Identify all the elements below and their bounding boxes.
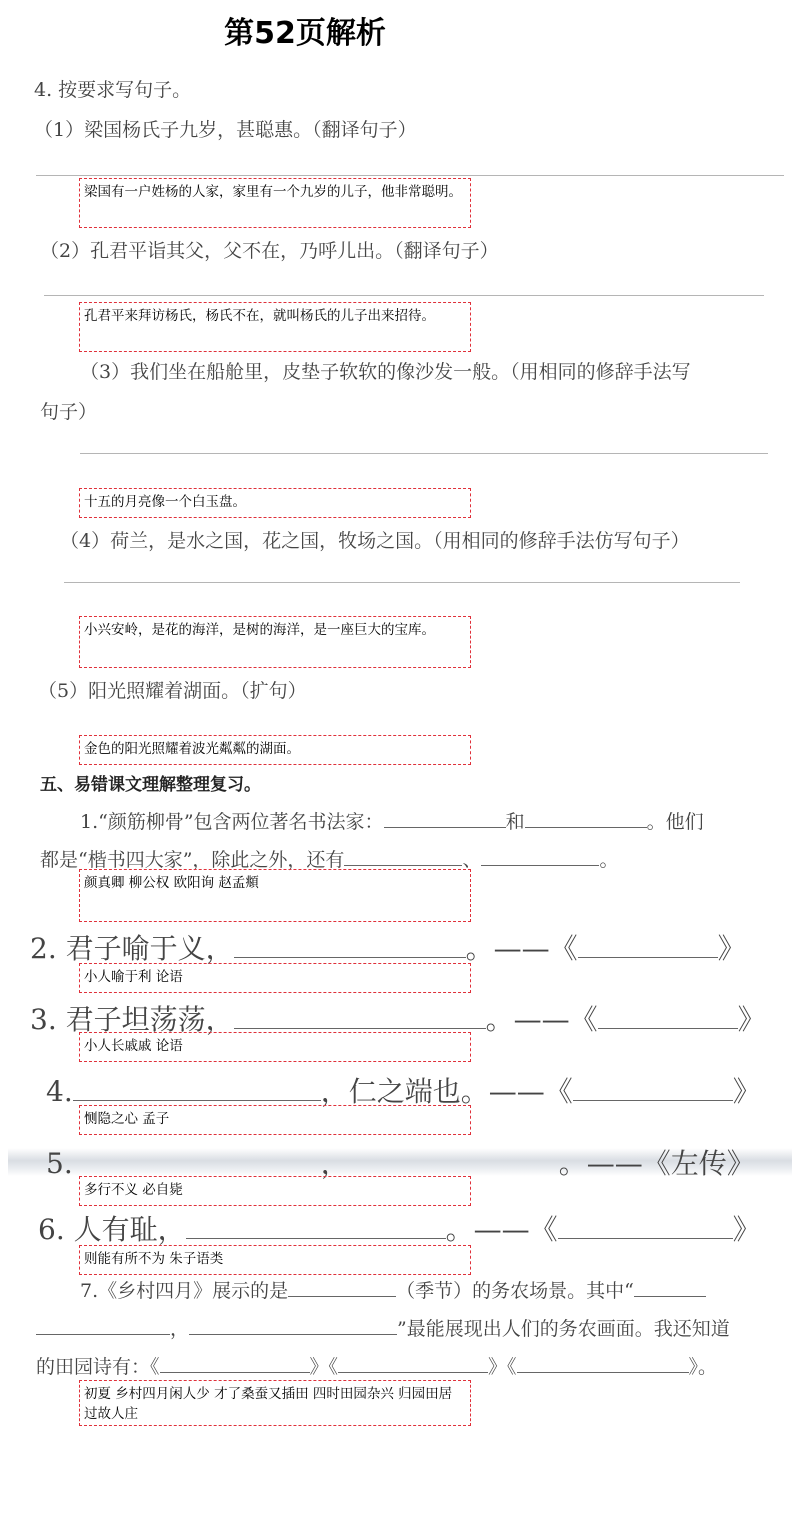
blank bbox=[384, 810, 506, 828]
blank bbox=[234, 1003, 486, 1029]
s5-q5-num: 5. bbox=[46, 1147, 73, 1180]
answer-box-s5-7: 初夏 乡村四月闲人少 才了桑蚕又插田 四时田园杂兴 归园田居 过故人庄 bbox=[79, 1380, 471, 1426]
blank bbox=[525, 810, 647, 828]
s5-q1-text-e: 、 bbox=[462, 849, 482, 871]
s5-q4-text: ，仁之端也。——《 bbox=[320, 1075, 573, 1108]
s5-q7-text-h: 》。 bbox=[688, 1356, 718, 1378]
s5-q7-text-a: 7.《乡村四月》展示的是 bbox=[80, 1280, 289, 1302]
blank bbox=[73, 1147, 321, 1173]
blank bbox=[338, 1355, 488, 1373]
blank bbox=[634, 1279, 706, 1297]
s5-q4-close: 》 bbox=[732, 1075, 761, 1108]
s5-q2-dash: 。——《 bbox=[465, 932, 578, 965]
s5-question-7-line3 bbox=[36, 1352, 717, 1379]
question-4-3-prompt: （3）我们坐在船舱里，皮垫子软软的像沙发一般。（用相同的修辞手法写 bbox=[80, 361, 691, 383]
s5-question-7-line2 bbox=[36, 1314, 730, 1341]
answer-box-s5-1: 颜真卿 柳公权 欧阳询 赵孟頫 bbox=[79, 869, 471, 922]
answer-box-4-5: 金色的阳光照耀着波光粼粼的湖面。 bbox=[79, 735, 471, 765]
question-4-2-prompt: （2）孔君平诣其父，父不在，乃呼儿出。（翻译句子） bbox=[40, 240, 499, 262]
s5-q2-num: 2. bbox=[30, 932, 57, 965]
s5-q6-dash: 。——《 bbox=[445, 1213, 558, 1246]
blank bbox=[186, 1213, 446, 1239]
s5-q3-text: 君子坦荡荡， bbox=[65, 1003, 234, 1036]
s5-q3-dash: 。——《 bbox=[485, 1003, 598, 1036]
s5-question-1-line1 bbox=[80, 807, 704, 834]
blank bbox=[481, 848, 599, 866]
answer-box-4-3: 十五的月亮像一个白玉盘。 bbox=[79, 488, 471, 518]
question-4-heading: 4. 按要求写句子。 bbox=[34, 79, 192, 101]
answer-line bbox=[80, 453, 768, 454]
s5-q1-text-b: 和 bbox=[505, 811, 525, 833]
blank bbox=[517, 1355, 689, 1373]
s5-q7-text-f: 》《 bbox=[309, 1356, 339, 1378]
blank bbox=[36, 1317, 170, 1335]
blank bbox=[598, 1003, 738, 1029]
answer-box-s5-4: 恻隐之心 孟子 bbox=[79, 1105, 471, 1135]
s5-q7-text-c: ， bbox=[170, 1318, 190, 1340]
blank bbox=[558, 1213, 733, 1239]
section-5-heading: 五、易错课文理解整理复习。 bbox=[40, 775, 261, 795]
answer-line bbox=[44, 295, 764, 296]
s5-q7-text-b: （季节）的务农场景。其中“ bbox=[396, 1280, 634, 1302]
blank bbox=[288, 1279, 396, 1297]
s5-question-2 bbox=[30, 927, 746, 967]
answer-line bbox=[64, 582, 740, 583]
question-4-3-prompt-cont: 句子） bbox=[40, 401, 98, 423]
s5-q1-text-f: 。 bbox=[599, 849, 619, 871]
s5-q1-text-c: 。他们 bbox=[646, 811, 704, 833]
answer-line bbox=[36, 175, 784, 176]
answer-box-s5-5: 多行不义 必自毙 bbox=[79, 1176, 471, 1206]
s5-q6-num: 6. bbox=[38, 1213, 65, 1246]
blank bbox=[344, 848, 462, 866]
answer-box-s5-6: 则能有所不为 朱子语类 bbox=[79, 1245, 471, 1275]
s5-q2-text: 君子喻于义， bbox=[65, 932, 234, 965]
blank bbox=[73, 1075, 321, 1101]
blank bbox=[578, 932, 718, 958]
s5-q7-text-d: ”最能展现出人们的务农画面。我还知道 bbox=[397, 1318, 730, 1340]
blank bbox=[234, 932, 466, 958]
s5-question-7-line1 bbox=[80, 1276, 706, 1303]
s5-q1-text-a: 1.“颜筋柳骨”包含两位著名书法家： bbox=[80, 811, 384, 833]
page-title: 第52页解析 bbox=[224, 16, 386, 51]
s5-question-4 bbox=[46, 1070, 761, 1110]
s5-q3-close: 》 bbox=[737, 1003, 766, 1036]
question-4-5-prompt: （5）阳光照耀着湖面。（扩句） bbox=[38, 680, 307, 702]
answer-box-s5-3: 小人长戚戚 论语 bbox=[79, 1032, 471, 1062]
s5-q7-text-g: 》《 bbox=[488, 1356, 517, 1378]
s5-question-6 bbox=[38, 1208, 761, 1248]
s5-q4-num: 4. bbox=[46, 1075, 73, 1108]
s5-q1-text-d: 都是“楷书四大家”，除此之外，还有 bbox=[40, 849, 345, 871]
blank bbox=[573, 1075, 733, 1101]
s5-q6-close: 》 bbox=[732, 1213, 761, 1246]
s5-q5-comma: ， bbox=[320, 1147, 349, 1180]
s5-q6-text: 人有耻， bbox=[73, 1213, 186, 1246]
s5-q3-num: 3. bbox=[30, 1003, 57, 1036]
s5-question-1-line2 bbox=[40, 845, 618, 872]
blank bbox=[349, 1147, 559, 1173]
s5-q7-text-e: 的田园诗有：《 bbox=[36, 1356, 160, 1378]
blank bbox=[160, 1355, 310, 1373]
s5-q2-close: 》 bbox=[717, 932, 746, 965]
answer-box-4-1: 梁国有一户姓杨的人家，家里有一个九岁的儿子，他非常聪明。 bbox=[79, 178, 471, 228]
question-4-1-prompt: （1）梁国杨氏子九岁，甚聪惠。（翻译句子） bbox=[34, 119, 417, 141]
question-4-4-prompt: （4）荷兰，是水之国，花之国，牧场之国。（用相同的修辞手法仿写句子） bbox=[60, 530, 690, 552]
answer-box-s5-2: 小人喻于利 论语 bbox=[79, 963, 471, 993]
blank bbox=[189, 1317, 397, 1335]
answer-box-4-4: 小兴安岭，是花的海洋，是树的海洋，是一座巨大的宝库。 bbox=[79, 616, 471, 668]
s5-q5-tail: 。——《左传》 bbox=[558, 1147, 755, 1180]
answer-box-4-2: 孔君平来拜访杨氏，杨氏不在，就叫杨氏的儿子出来招待。 bbox=[79, 302, 471, 352]
